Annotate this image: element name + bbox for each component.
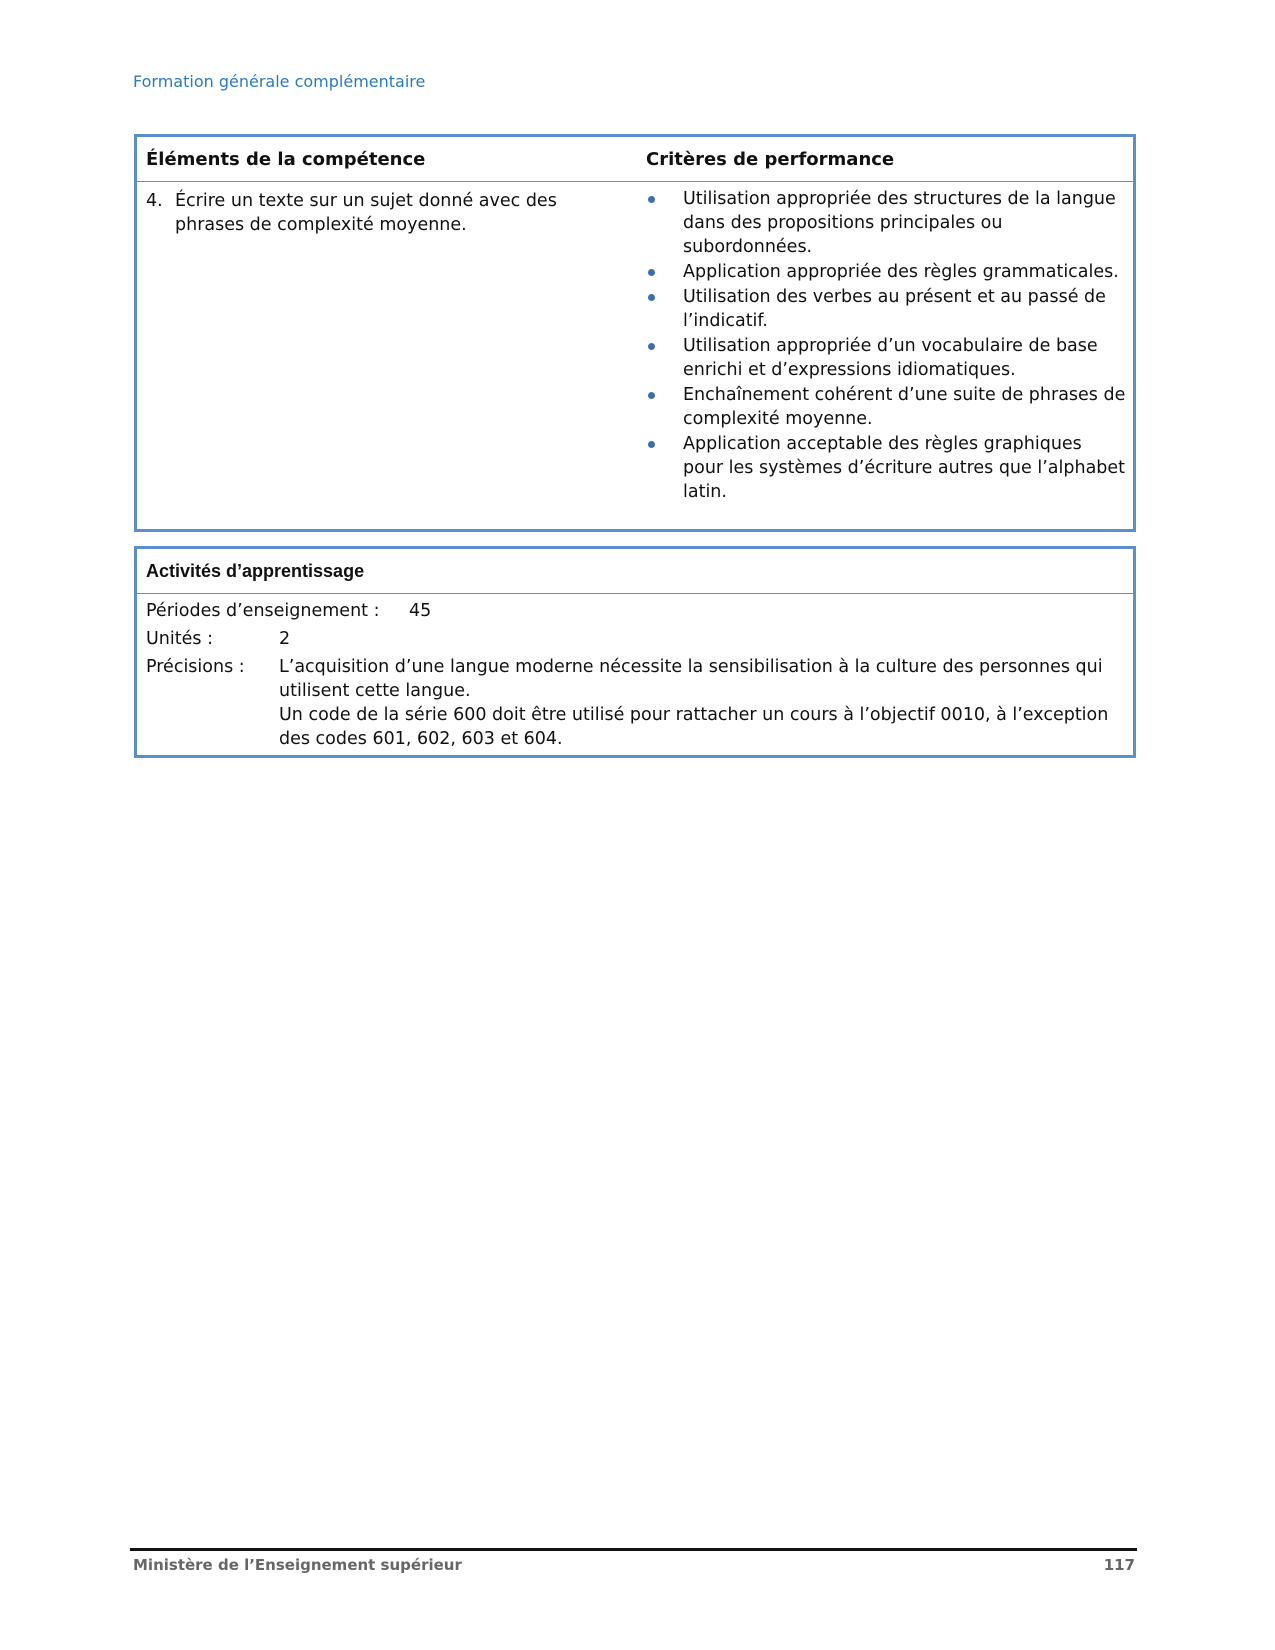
bullet-icon — [648, 441, 655, 448]
precision-paragraph: Un code de la série 600 doit être utilisé pour rattacher un cours à l’objectif 0010, à l’exception des codes 601, 602, 603 et 604. — [279, 705, 1109, 749]
bullet-icon — [648, 294, 655, 301]
activities-title: Activités d’apprentissage — [146, 561, 365, 581]
competence-element — [146, 189, 616, 237]
criteria-item — [646, 383, 1126, 431]
criteria-text: Utilisation des verbes au présent et au passé de l’indicatif. — [683, 287, 1106, 331]
element-number: 4. — [146, 191, 163, 211]
bullet-icon — [648, 269, 655, 276]
col-heading-criteria: Critères de performance — [646, 149, 895, 170]
criteria-item — [646, 260, 1126, 284]
periods-value: 45 — [409, 601, 432, 621]
criteria-text: Application acceptable des règles graphiques pour les systèmes d’écriture autres que l’alphabet latin. — [683, 434, 1126, 502]
units-label: Unités : — [146, 629, 213, 649]
criteria-item — [646, 187, 1126, 259]
precisions-label: Précisions : — [146, 657, 245, 677]
criteria-list — [646, 187, 1126, 505]
footer-ministry: Ministère de l’Enseignement supérieur — [133, 1556, 462, 1574]
activities-body — [146, 599, 1126, 755]
criteria-text: Utilisation appropriée des structures de la langue dans des propositions principales ou subordonnées. — [683, 189, 1116, 257]
bullet-icon — [648, 196, 655, 203]
col-heading-elements: Éléments de la compétence — [146, 149, 426, 170]
criteria-text: Utilisation appropriée d’un vocabulaire de base enrichi et d’expressions idiomatiques. — [683, 336, 1098, 380]
precisions-row — [146, 655, 1126, 751]
periods-row — [146, 599, 1126, 623]
units-row — [146, 627, 1126, 651]
criteria-text: Enchaînement cohérent d’une suite de phrases de complexité moyenne. — [683, 385, 1126, 429]
bullet-icon — [648, 343, 655, 350]
periods-label: Périodes d’enseignement : — [146, 601, 380, 621]
precisions-text — [279, 655, 1126, 751]
criteria-item — [646, 334, 1126, 382]
units-value: 2 — [279, 629, 291, 649]
criteria-text: Application appropriée des règles grammaticales. — [683, 262, 1119, 282]
learning-activities-box — [134, 546, 1136, 758]
bullet-icon — [648, 392, 655, 399]
precision-paragraph: L’acquisition d’une langue moderne nécessite la sensibilisation à la culture des personnes qui utilisent cette langue. — [279, 657, 1103, 701]
competence-table-header — [137, 137, 1133, 182]
page-number: 117 — [1103, 1556, 1135, 1574]
footer-rule — [130, 1548, 1137, 1551]
element-text: Écrire un texte sur un sujet donné avec des phrases de complexité moyenne. — [175, 191, 557, 235]
activities-header — [137, 549, 1133, 594]
competence-table — [134, 134, 1136, 532]
criteria-item — [646, 432, 1126, 504]
criteria-item — [646, 285, 1126, 333]
running-header: Formation générale complémentaire — [133, 72, 426, 91]
